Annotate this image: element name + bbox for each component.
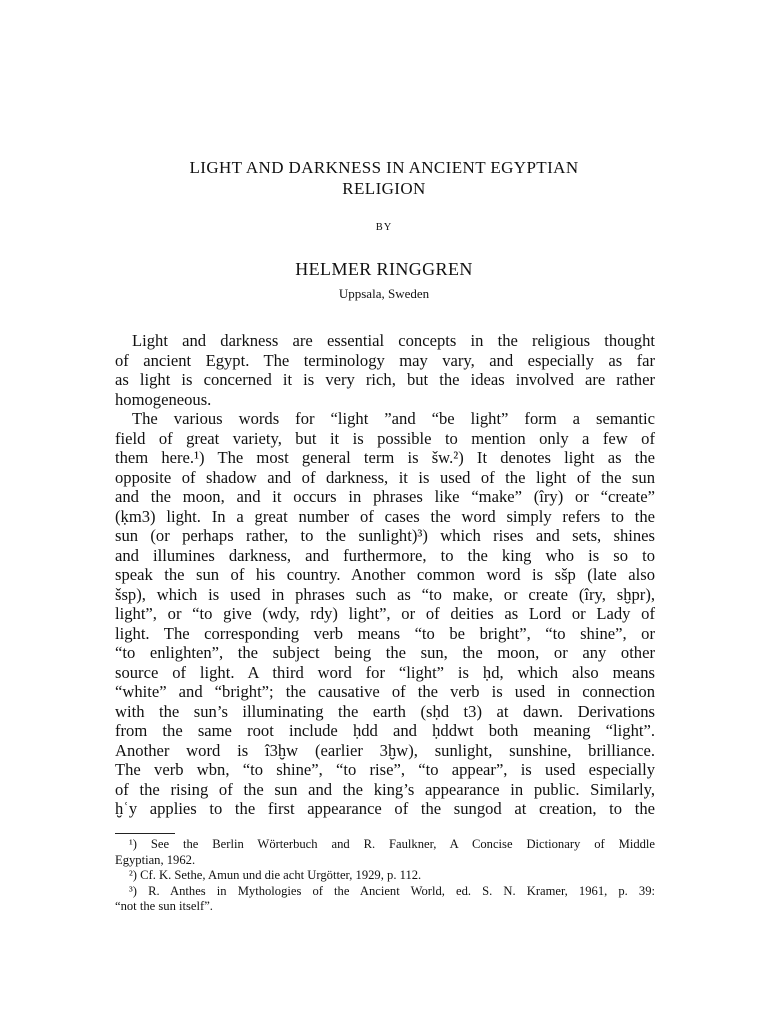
body-line: source of light. A third word for “light” is ḥd, which also means	[115, 662, 655, 682]
body-text	[115, 331, 655, 819]
body-line: “to enlighten”, the subject being the sun, the moon, or any other	[115, 643, 655, 662]
body-line: and illumines darkness, and furthermore, to the king who is so to	[115, 545, 655, 565]
body-line: and the moon, and it occurs in phrases like “make” (îry) or “create”	[115, 487, 655, 506]
body-line: of ancient Egypt. The terminology may vary, and especially as far	[115, 350, 655, 370]
body-line: The various words for “light ”and “be light” form a semantic	[132, 409, 655, 428]
body-line: Light and darkness are essential concepts in the religious thought	[132, 331, 655, 350]
body-line: sun (or perhaps rather, to the sunlight)³) which rises and sets, shines	[115, 526, 655, 545]
byline-label: BY	[375, 222, 393, 233]
body-line: opposite of shadow and of darkness, it is used of the light of the sun	[115, 467, 655, 487]
article-title	[100, 157, 668, 199]
body-line: light”, or “to give (wdy, rdy) light”, or of deities as Lord or Lady of	[115, 604, 655, 623]
author-name: HELMER RINGGREN	[295, 259, 473, 279]
body-line: šsp), which is used in phrases such as “to make, or create (îry, sḫpr),	[115, 584, 655, 604]
footnote-line: ²) Cf. K. Sethe, Amun und die acht Urgötter, 1929, p. 112.	[129, 868, 422, 882]
footnotes	[115, 837, 655, 915]
footnote-line: Egyptian, 1962.	[115, 852, 196, 867]
footnote-line: ³) R. Anthes in Mythologies of the Ancient World, ed. S. N. Kramer, 1961, p. 39:	[129, 883, 655, 898]
footnote-line: ¹) See the Berlin Wörterbuch and R. Faulkner, A Concise Dictionary of Middle	[129, 837, 655, 851]
body-line: (ḳm3) light. In a great number of cases the word simply refers to the	[115, 506, 655, 526]
body-line: Another word is î3ḫw (earlier 3ḫw), sunlight, sunshine, brilliance.	[115, 740, 655, 760]
title-line-1: LIGHT AND DARKNESS IN ANCIENT EGYPTIAN	[189, 158, 579, 177]
body-line: field of great variety, but it is possible to mention only a few of	[115, 428, 655, 448]
body-line: as light is concerned it is very rich, but the ideas involved are rather	[115, 370, 655, 389]
body-line: with the sun’s illuminating the earth (sḥd t3) at dawn. Derivations	[115, 701, 655, 721]
body-line: light. The corresponding verb means “to be bright”, “to shine”, or	[115, 623, 655, 643]
body-line: speak the sun of his country. Another common word is sšp (late also	[115, 565, 655, 584]
body-line: “white” and “bright”; the causative of the verb is used in connection	[115, 682, 655, 701]
title-line-2: RELIGION	[342, 179, 426, 198]
footnote-divider	[115, 833, 175, 834]
body-line: homogeneous.	[115, 389, 212, 409]
body-line: The verb wbn, “to shine”, “to rise”, “to appear”, is used especially	[115, 760, 655, 779]
body-line: from the same root include ḥdd and ḥddwt both meaning “light”.	[115, 721, 655, 740]
body-line: them here.¹) The most general term is šw.²) It denotes light as the	[115, 448, 655, 467]
body-line: of the rising of the sun and the king’s appearance in public. Similarly,	[115, 779, 655, 799]
body-line: ḫʿy applies to the first appearance of the sungod at creation, to the	[115, 799, 655, 818]
author-affiliation: Uppsala, Sweden	[338, 286, 430, 301]
footnote-line: “not the sun itself”.	[115, 899, 213, 913]
